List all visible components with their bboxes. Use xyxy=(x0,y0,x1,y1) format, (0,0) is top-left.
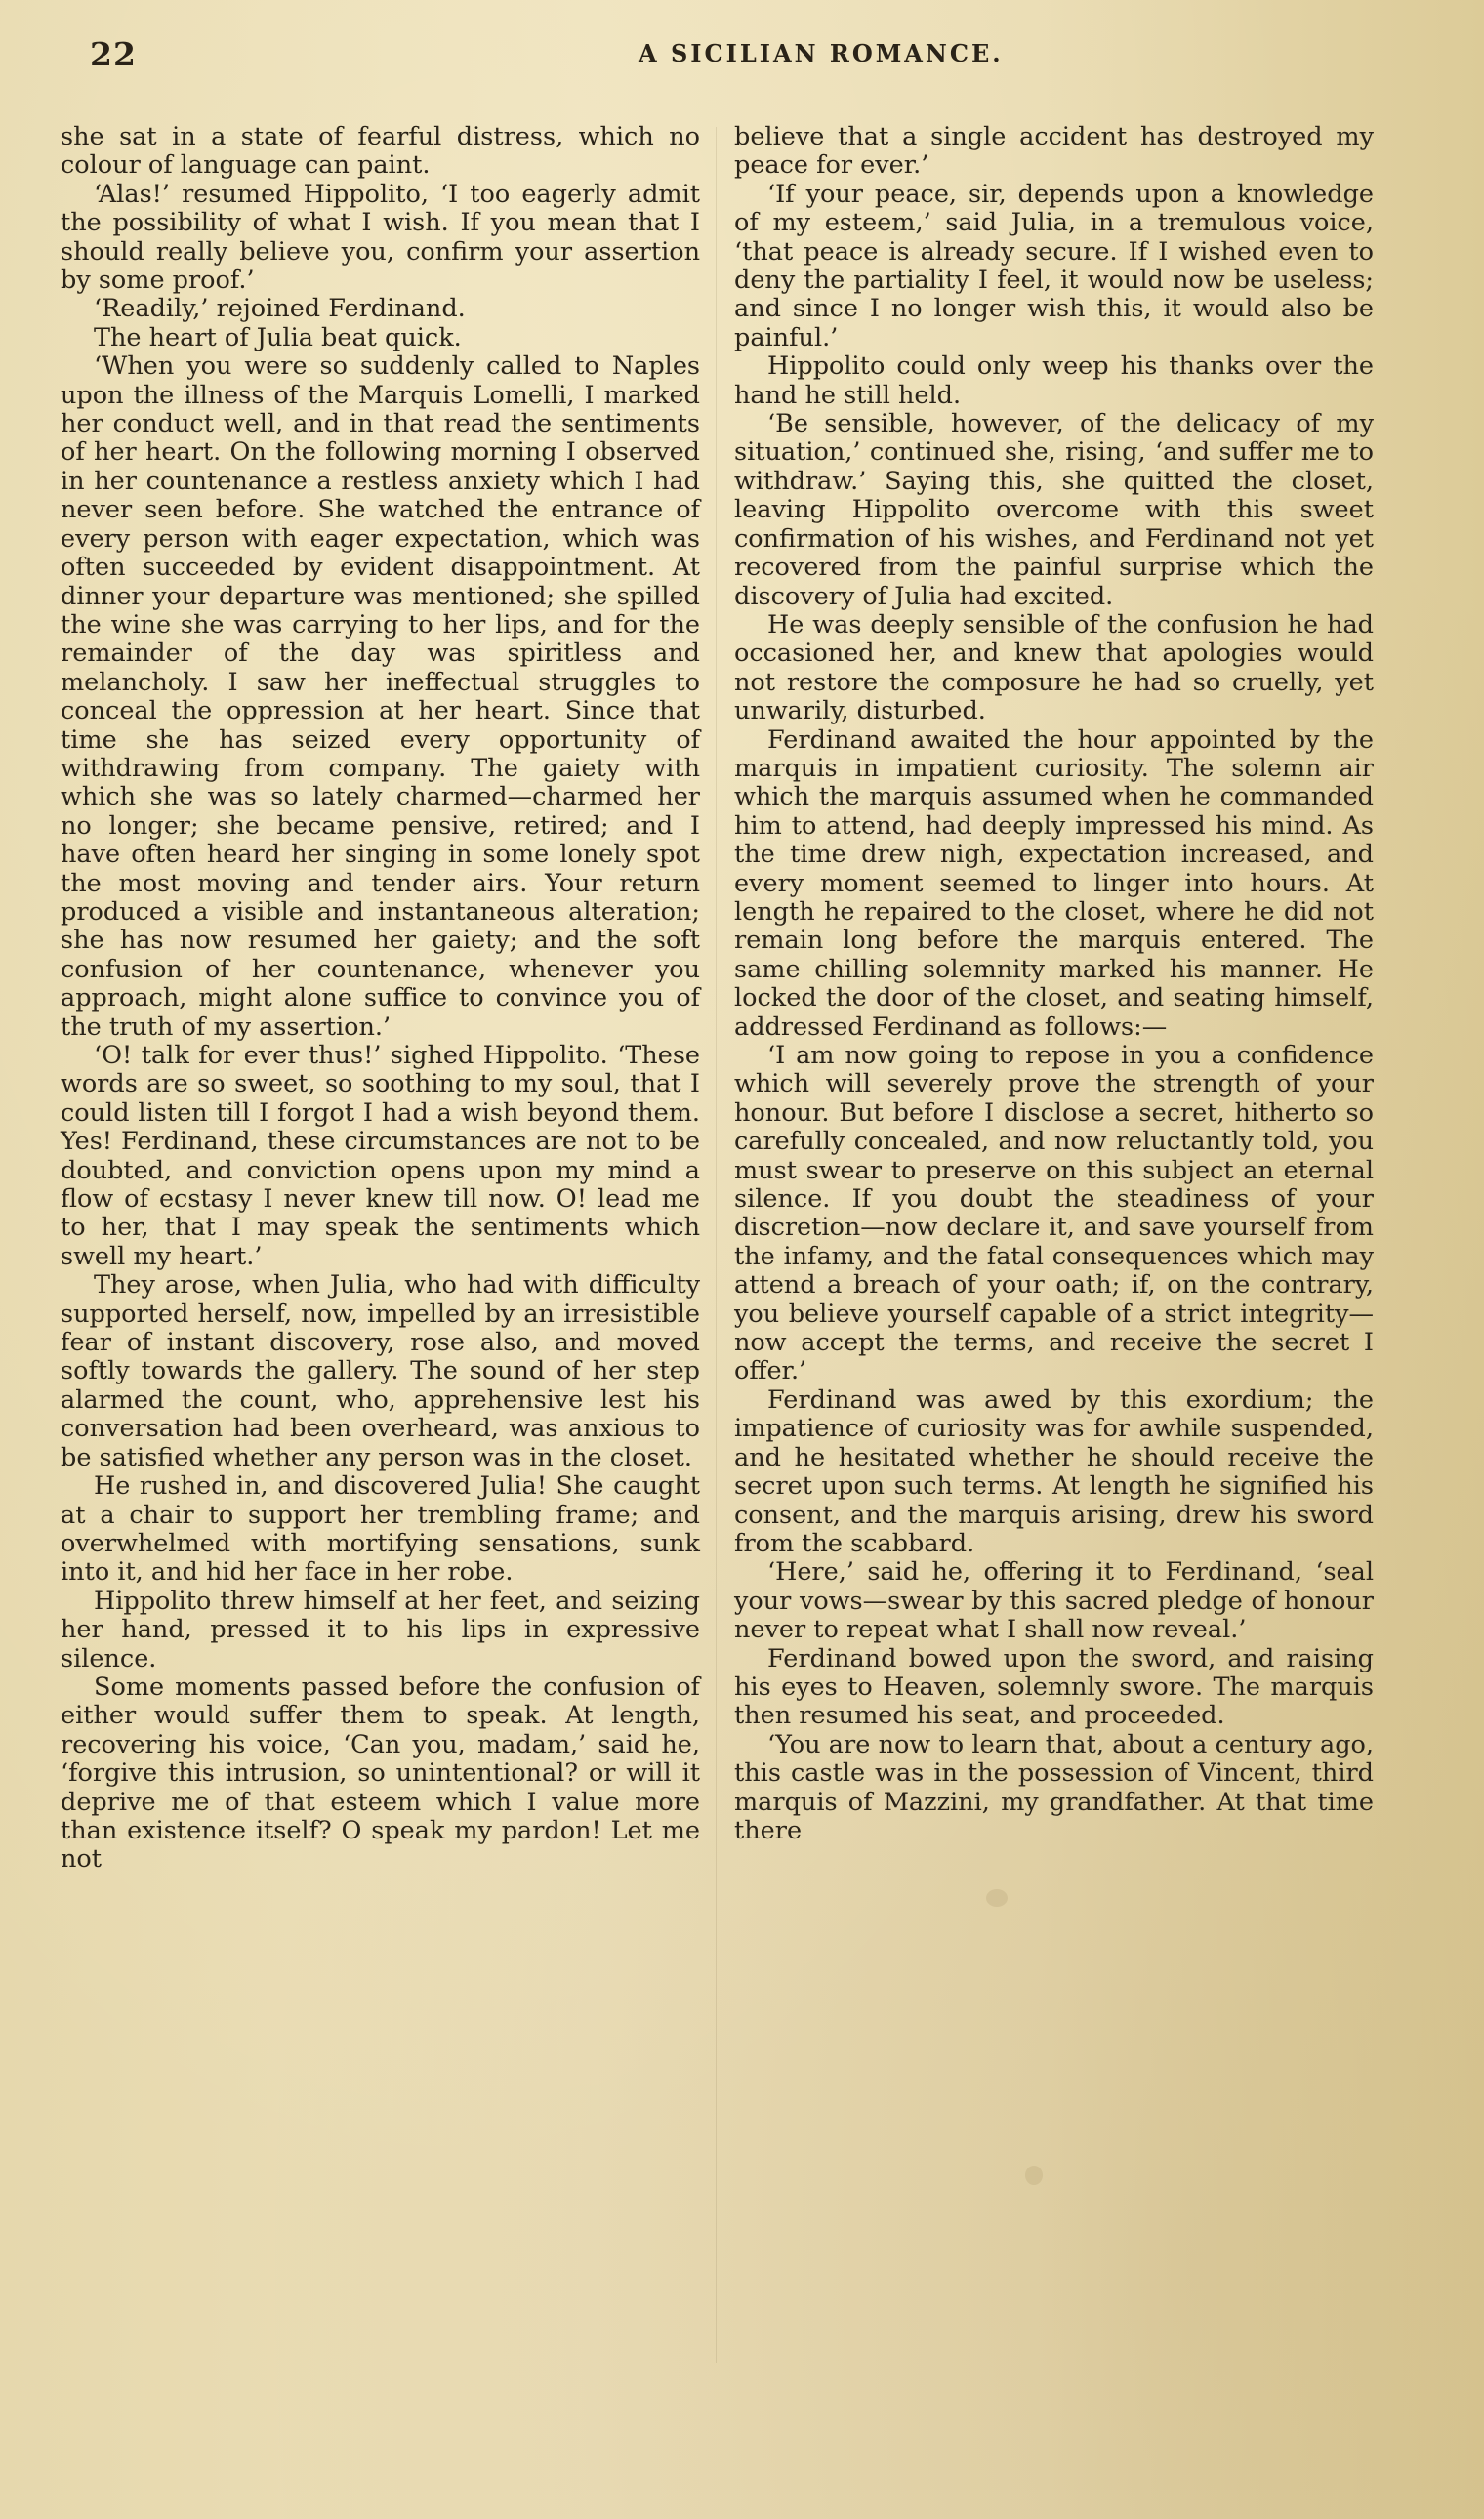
paragraph: ‘If your peace, sir, depends upon a knowledge of my esteem,’ said Julia, in a tremulous voice, ‘that peace is already secure. If I wished even to deny the partiality I feel, it would now be useless; and since I no longer wish this, it would also be painful.’ xyxy=(734,179,1374,352)
paper-stain xyxy=(986,1889,1008,1907)
paragraph: believe that a single accident has destroyed my peace for ever.’ xyxy=(734,122,1374,181)
paper-stain xyxy=(1025,2166,1043,2185)
paragraph: ‘Here,’ said he, offering it to Ferdinand, ‘seal your vows—swear by this sacred pledge of honour never to repeat what I shall now reveal.’ xyxy=(734,1557,1374,1645)
paragraph: ‘Alas!’ resumed Hippolito, ‘I too eagerly admit the possibility of what I wish. If you mean that I should really believe you, confirm your assertion by some proof.’ xyxy=(61,179,700,296)
paragraph: ‘Be sensible, however, of the delicacy of my situation,’ continued she, rising, ‘and suffer me to withdraw.’ Saying this, she quitted the closet, leaving Hippolito overcome with this sweet confirmation of his wishes, and Ferdinand not yet recovered from the painful surprise which the discovery of Julia had excited. xyxy=(734,409,1374,611)
paragraph: The heart of Julia beat quick. xyxy=(94,322,462,352)
paragraph: He was deeply sensible of the confusion he had occasioned her, and knew that apologies would not restore the composure he had so cruelly, yet unwarily, disturbed. xyxy=(734,609,1374,726)
paragraph: Some moments passed before the confusion of either would suffer them to speak. At length, recovering his voice, ‘Can you, madam,’ said he, ‘forgive this intrusion, so unintentional? or will it deprive me of that esteem which I value more than existence itself? O speak my pardon! Let me not xyxy=(61,1672,700,1875)
paragraph: ‘Readily,’ rejoined Ferdinand. xyxy=(94,294,466,324)
paragraph: They arose, when Julia, who had with difficulty supported herself, now, impelled by an irresistible fear of instant discovery, rose also, and moved softly towards the gallery. The sound of her step alarmed the count, who, apprehensive lest his conversation had been overheard, was anxious to be satisfied whether any person was in the closet. xyxy=(61,1270,700,1472)
paragraph: Ferdinand bowed upon the sword, and raising his eyes to Heaven, solemnly swore. The marquis then resumed his seat, and proceeded. xyxy=(734,1643,1374,1731)
paragraph: ‘You are now to learn that, about a century ago, this castle was in the possession of Vincent, third marquis of Mazzini, my grandfather. At that time there xyxy=(734,1729,1374,1845)
paragraph: ‘When you were so suddenly called to Naples upon the illness of the Marquis Lomelli, I marked her conduct well, and in that read the sentiments of her heart. On the following morning I observed in her countenance a restless anxiety which I had never seen before. She watched the entrance of every person with eager expectation, which was often succeeded by evident disappointment. At dinner your departure was mentioned; she spilled the wine she was carrying to her lips, and for the remainder of the day was spiritless and melancholy. I saw her ineffectual struggles to conceal the oppression at her heart. Since that time she has seized every opportunity of withdrawing from company. The gaiety with which she was so lately charmed—charmed her no longer; she became pensive, retired; and I have often heard her singing in some lonely spot the most moving and tender airs. Your return produced a visible and instantaneous alteration; she has now resumed her gaiety; and the soft confusion of her countenance, whenever you approach, might alone suffice to convince you of the truth of my assertion.’ xyxy=(61,351,700,1042)
left-column xyxy=(61,123,700,1875)
page-number: 22 xyxy=(90,35,137,73)
right-column xyxy=(734,123,1374,1845)
paragraph: Ferdinand was awed by this exordium; the impatience of curiosity was for awhile suspended, and he hesitated whether he should receive the secret upon such terms. At length he signified his consent, and the marquis arising, drew his sword from the scabbard. xyxy=(734,1384,1374,1558)
column-gutter xyxy=(716,127,717,2363)
paragraph: she sat in a state of fearful distress, which no colour of language can paint. xyxy=(61,122,700,181)
paragraph: ‘I am now going to repose in you a confidence which will severely prove the strength of your honour. But before I disclose a secret, hitherto so carefully concealed, and now reluctantly told, you must swear to preserve on this subject an eternal silence. If you doubt the steadiness of your discretion—now declare it, and save yourself from the infamy, and the fatal consequences which may attend a breach of your oath; if, on the contrary, you believe yourself capable of a strict integrity—now accept the terms, and receive the secret I offer.’ xyxy=(734,1041,1374,1386)
paragraph: Ferdinand awaited the hour appointed by the marquis in impatient curiosity. The solemn air which the marquis assumed when he commanded him to attend, had deeply impressed his mind. As the time drew nigh, expectation increased, and every moment seemed to linger into hours. At length he repaired to the closet, where he did not remain long before the marquis entered. The same chilling solemnity marked his manner. He locked the door of the closet, and seating himself, addressed Ferdinand as follows:— xyxy=(734,724,1374,1042)
running-head xyxy=(90,35,1379,84)
paragraph: Hippolito threw himself at her feet, and seizing her hand, pressed it to his lips in expressive silence. xyxy=(61,1586,700,1673)
running-title: A SICILIAN ROMANCE. xyxy=(639,39,1004,67)
paragraph: He rushed in, and discovered Julia! She caught at a chair to support her trembling frame; and overwhelmed with mortifying sensations, sunk into it, and hid her face in her robe. xyxy=(61,1471,700,1588)
paragraph: Hippolito could only weep his thanks over the hand he still held. xyxy=(734,351,1374,410)
paragraph: ‘O! talk for ever thus!’ sighed Hippolito. ‘These words are so sweet, so soothing to my soul, that I could listen till I forgot I had a wish beyond them. Yes! Ferdinand, these circumstances are not to be doubted, and conviction opens upon my mind a flow of ecstasy I never knew till now. O! lead me to her, that I may speak the sentiments which swell my heart.’ xyxy=(61,1041,700,1271)
